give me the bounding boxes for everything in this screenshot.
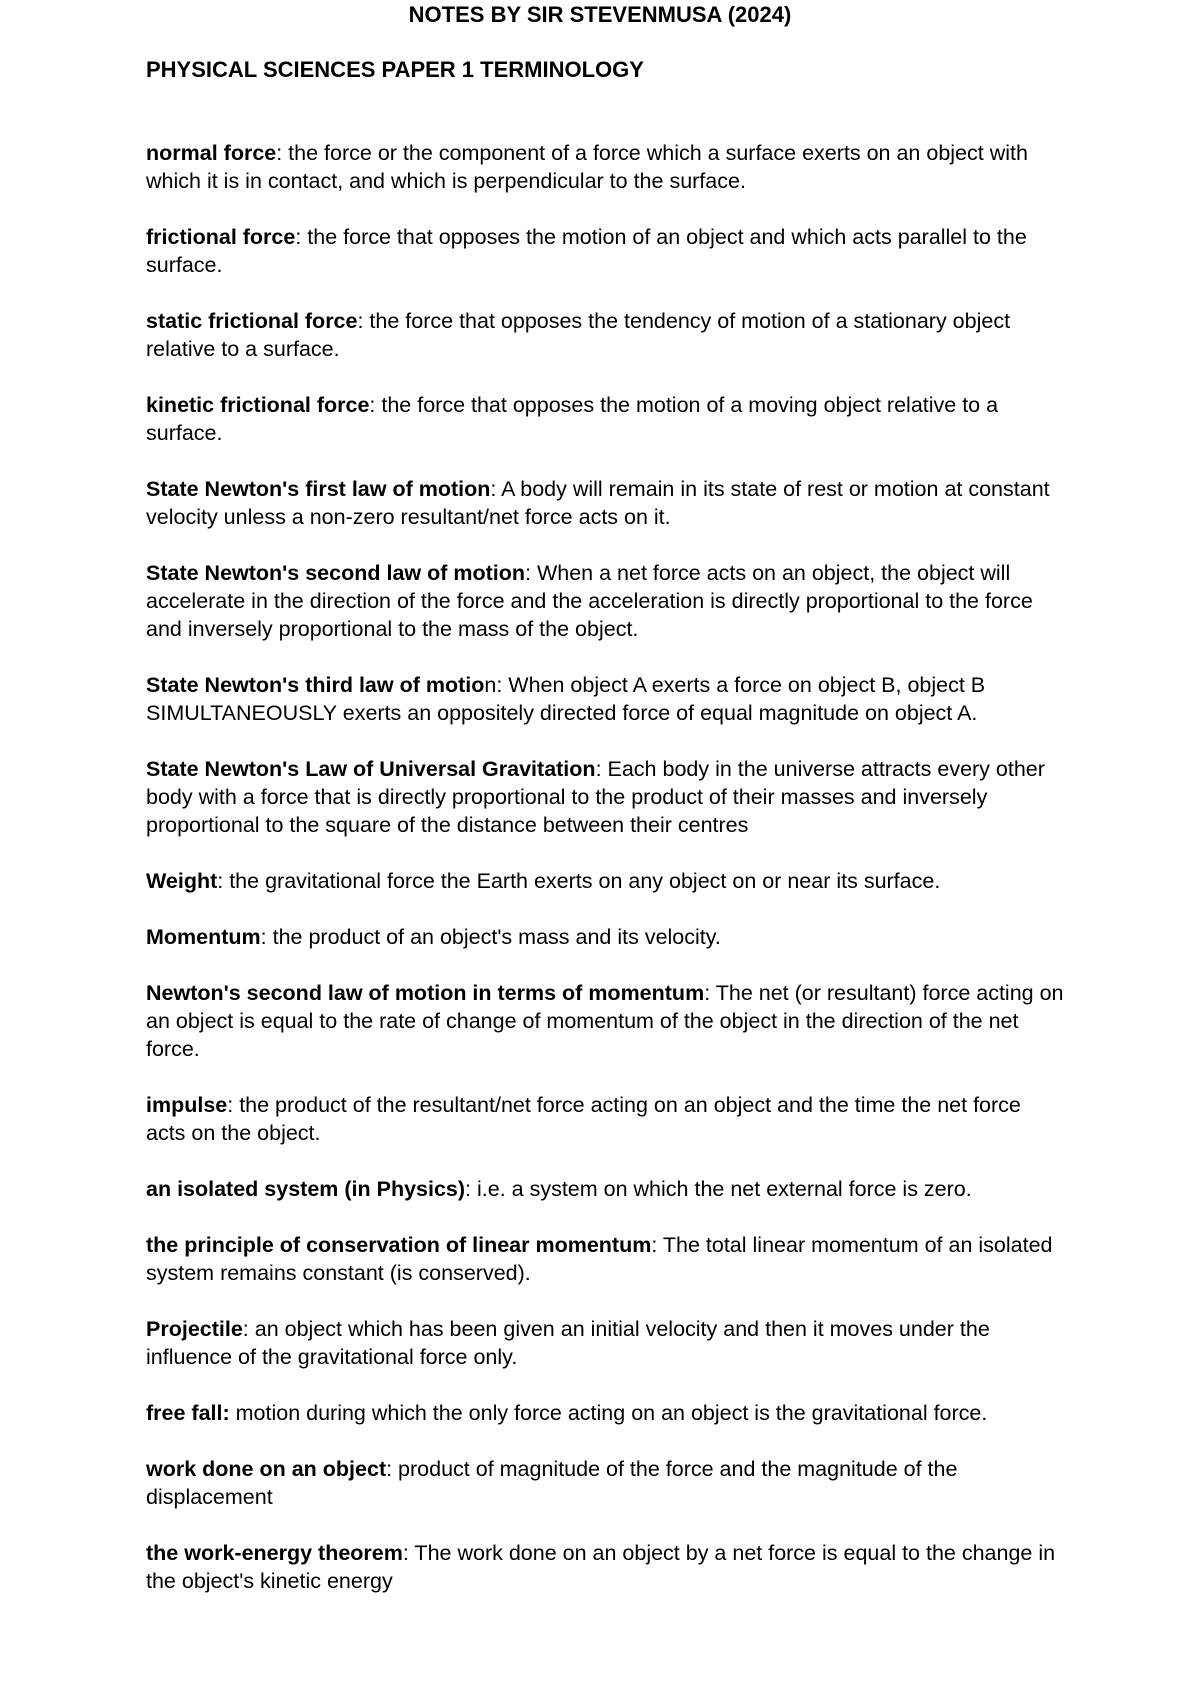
term-definition: : the product of the resultant/net force acting on an object and the time the net force acts on the object. xyxy=(146,1093,1021,1145)
term-name: State Newton's Law of Universal Gravitation xyxy=(146,757,596,781)
term-entry xyxy=(146,755,1066,839)
term-entry xyxy=(146,1091,1066,1147)
term-definition: : the force that opposes the motion of an object and which acts parallel to the surface. xyxy=(146,225,1027,277)
term-definition: motion during which the only force acting on an object is the gravitational force. xyxy=(229,1401,988,1425)
term-definition: : The total linear momentum of an isolated system remains constant (is conserved). xyxy=(146,1233,1053,1285)
term-name: State Newton's first law of motion xyxy=(146,477,491,501)
term-definition: : i.e. a system on which the net external force is zero. xyxy=(465,1177,972,1201)
term-name: State Newton's third law of motio xyxy=(146,673,485,697)
term-name: State Newton's second law of motion xyxy=(146,561,526,585)
term-entry xyxy=(146,1315,1066,1371)
term-definition: : Each body in the universe attracts every other body with a force that is directly proportional to the product of their masses and inversely proportional to the square of the distance between their centres xyxy=(146,757,1045,837)
term-entry xyxy=(146,1175,1066,1203)
term-definition: : the gravitational force the Earth exerts on any object on or near its surface. xyxy=(217,869,941,893)
term-definition: : A body will remain in its state of rest or motion at constant velocity unless a non-zero resultant/net force acts on it. xyxy=(146,477,1050,529)
term-entry xyxy=(146,671,1066,727)
term-definition: : When a net force acts on an object, the object will accelerate in the direction of the force and the acceleration is directly proportional to the force and inversely proportional to the mass of the object. xyxy=(146,561,1033,641)
term-entry xyxy=(146,1399,1066,1427)
term-name: frictional force xyxy=(146,225,296,249)
term-name: free fall: xyxy=(146,1401,230,1425)
term-name: normal force xyxy=(146,141,277,165)
term-name: impulse xyxy=(146,1093,228,1117)
term-definition: : the product of an object's mass and its velocity. xyxy=(260,925,721,949)
term-definition: n: When object A exerts a force on object B, object B SIMULTANEOUSLY exerts an oppositely directed force of equal magnitude on object A. xyxy=(146,673,986,725)
term-entry xyxy=(146,475,1066,531)
term-entry xyxy=(146,1231,1066,1287)
term-name: Weight xyxy=(146,869,218,893)
page-subtitle: PHYSICAL SCIENCES PAPER 1 TERMINOLOGY xyxy=(146,57,644,82)
term-entry xyxy=(146,1455,1066,1511)
term-entry xyxy=(146,559,1066,643)
terminology-list xyxy=(146,139,1066,1623)
term-name: Projectile xyxy=(146,1317,243,1341)
term-entry xyxy=(146,139,1066,195)
term-name: the work-energy theorem xyxy=(146,1541,403,1565)
term-definition: : the force or the component of a force which a surface exerts on an object with which it is in contact, and which is perpendicular to the surface. xyxy=(146,141,1028,193)
term-entry xyxy=(146,391,1066,447)
term-entry xyxy=(146,223,1066,279)
term-name: Newton's second law of motion in terms of momentum xyxy=(146,981,705,1005)
term-definition: : The net (or resultant) force acting on an object is equal to the rate of change of momentum of the object in the direction of the net force. xyxy=(146,981,1064,1061)
term-name: an isolated system (in Physics) xyxy=(146,1177,466,1201)
term-definition: : the force that opposes the tendency of motion of a stationary object relative to a surface. xyxy=(146,309,1011,361)
term-entry xyxy=(146,1539,1066,1595)
term-name: work done on an object xyxy=(146,1457,387,1481)
term-definition: : an object which has been given an initial velocity and then it moves under the influence of the gravitational force only. xyxy=(146,1317,990,1369)
term-definition: : product of magnitude of the force and the magnitude of the displacement xyxy=(146,1457,958,1509)
term-entry xyxy=(146,307,1066,363)
term-entry xyxy=(146,867,1066,895)
term-entry xyxy=(146,923,1066,951)
term-name: static frictional force xyxy=(146,309,358,333)
page-title: NOTES BY SIR STEVENMUSA (2024) xyxy=(408,2,792,27)
term-entry xyxy=(146,979,1066,1063)
term-name: Momentum xyxy=(146,925,261,949)
term-name: the principle of conservation of linear momentum xyxy=(146,1233,652,1257)
term-definition: : the force that opposes the motion of a moving object relative to a surface. xyxy=(146,393,999,445)
term-definition: : The work done on an object by a net force is equal to the change in the object's kinetic energy xyxy=(146,1541,1056,1593)
term-name: kinetic frictional force xyxy=(146,393,370,417)
